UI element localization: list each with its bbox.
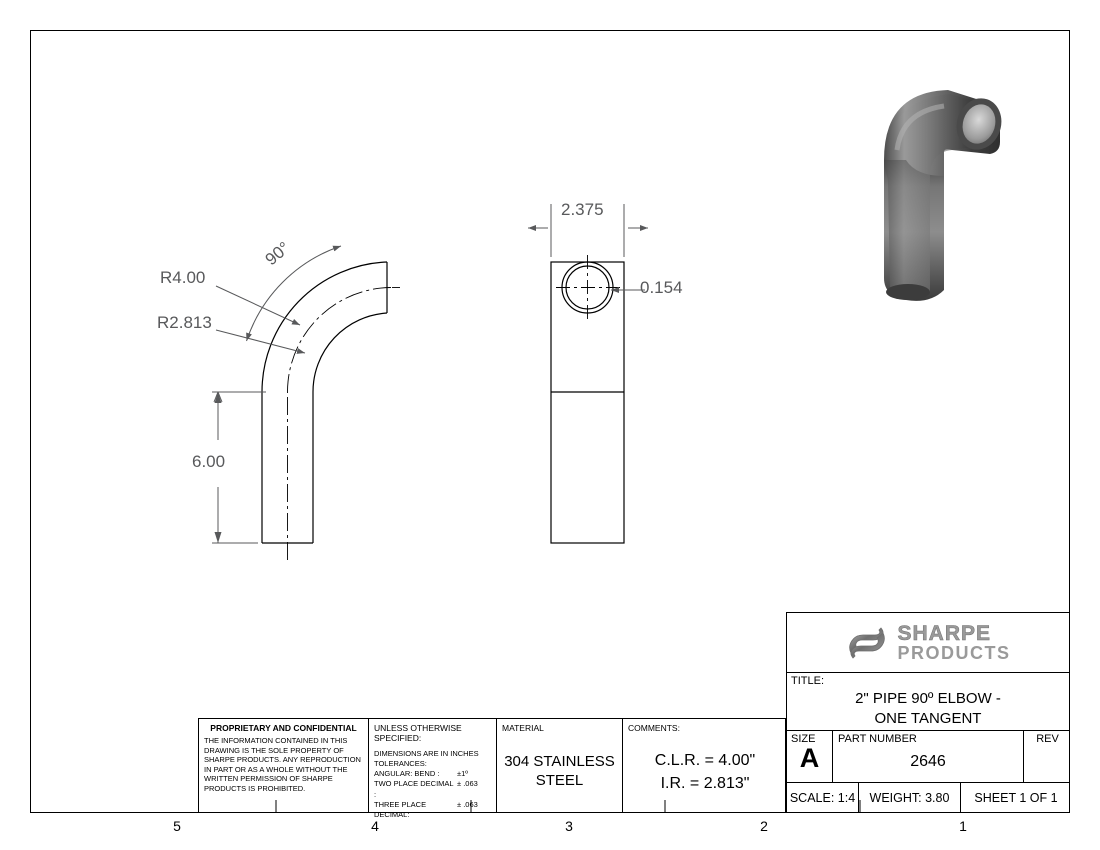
title-block <box>786 612 1070 813</box>
size-label: SIZE <box>791 733 816 745</box>
specs-row-three-place-label: THREE PLACE DECIMAL: <box>374 799 427 819</box>
weight-value: WEIGHT: 3.80 <box>859 783 961 813</box>
proprietary-heading: PROPRIETARY AND CONFIDENTIAL <box>210 723 357 733</box>
title-label: TITLE: <box>791 675 825 687</box>
part-number-label: PART NUMBER <box>838 733 917 745</box>
zone-label-4: 4 <box>371 818 379 834</box>
specs-line1: DIMENSIONS ARE IN INCHES <box>374 749 479 758</box>
title-line2: ONE TANGENT <box>874 709 982 727</box>
comments-heading: COMMENTS: <box>628 723 680 733</box>
proprietary-note <box>199 719 369 812</box>
title-block-footer <box>787 783 1069 813</box>
logo-line1: SHARPE <box>897 622 992 645</box>
part-number-value: 2646 <box>910 753 946 770</box>
dim-outer-radius: R4.00 <box>160 268 206 287</box>
zone-label-3: 3 <box>565 818 573 834</box>
notes-block <box>198 718 786 819</box>
dim-inner-radius: R2.813 <box>157 313 212 332</box>
specs-row-three-place <box>374 800 491 820</box>
title-line1: 2" PIPE 90º ELBOW - <box>855 690 1001 707</box>
scale-value: SCALE: 1:4 <box>787 783 859 813</box>
specs-row-angular-value: ±1º <box>457 769 469 779</box>
rev-cell <box>1024 731 1071 782</box>
specs-row-angular <box>374 769 491 779</box>
zone-label-2: 2 <box>760 818 768 834</box>
zone-label-1: 1 <box>959 818 967 834</box>
specs-row-two-place-value: ± .063 <box>457 779 478 789</box>
material-heading: MATERIAL <box>502 723 544 733</box>
dim-tangent-length: 6.00 <box>192 452 226 471</box>
logo-line2: PRODUCTS <box>897 643 1011 663</box>
specs-row-three-place-value: ± .063 <box>457 799 478 809</box>
part-number-cell <box>833 731 1024 782</box>
comments-value-line2: I.R. = 2.813" <box>660 775 750 793</box>
size-cell <box>787 731 833 782</box>
specs-line2: TOLERANCES: <box>374 759 427 769</box>
specs-row-angular-label: ANGULAR: BEND : <box>374 769 440 779</box>
proprietary-body: THE INFORMATION CONTAINED IN THIS DRAWING IS THE SOLE PROPERTY OF SHARPE PRODUCTS. ANY REPRODUCTION IN PART OR AS A WHOLE WITHOUT THE WRITTEN PERMISSION OF SHARPE PRODUCTS IS PROHIBITED. <box>204 736 361 793</box>
specs-heading: UNLESS OTHERWISE SPECIFIED: <box>374 723 462 743</box>
dim-wall-thickness: 0.154 <box>640 278 683 297</box>
comments-cell <box>623 719 787 812</box>
specs-row-two-place-label: TWO PLACE DECIMAL : <box>374 779 454 799</box>
material-cell <box>497 719 623 812</box>
rev-label: REV <box>1036 733 1059 745</box>
company-logo <box>787 613 1069 673</box>
dim-outside-diameter: 2.375 <box>561 200 604 219</box>
comments-value-line1: C.L.R. = 4.00" <box>654 752 756 769</box>
sheet-value: SHEET 1 OF 1 <box>974 791 1058 805</box>
specs-row-two-place <box>374 779 491 799</box>
part-number-row <box>787 731 1069 783</box>
size-value: A <box>799 743 820 773</box>
material-value-line2: STEEL <box>535 771 584 789</box>
sharpe-s-logo-icon <box>845 623 889 663</box>
title-cell <box>787 673 1069 731</box>
specs-note <box>369 719 497 819</box>
zone-label-5: 5 <box>173 818 181 834</box>
dim-bend-angle: 90° <box>261 238 294 270</box>
material-value-line1: 304 STAINLESS <box>504 753 615 770</box>
